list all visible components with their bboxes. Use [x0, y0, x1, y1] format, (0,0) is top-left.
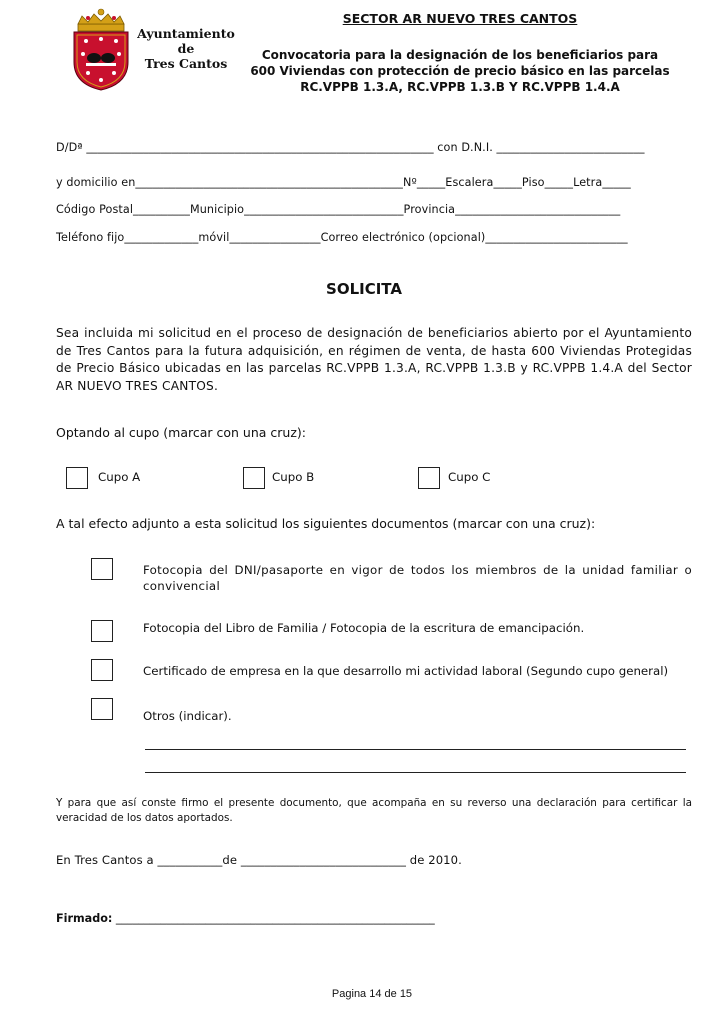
- date-line[interactable]: En Tres Cantos a ___________de ____________________________ de 2010.: [56, 853, 462, 867]
- solicita-paragraph: Sea incluida mi solicitud en el proceso de designación de beneficiarios abierto por el Ayuntamiento de Tres Cantos para la futura adquisición, en régimen de venta, de hasta 600 Viviendas Protegidas de Precio Básico ubicadas en las parcelas RC.VPPB 1.3.A, RC.VPPB 1.3.B y RC.VPPB 1.4.A del Sector AR NUEVO TRES CANTOS.: [56, 326, 692, 393]
- municipality-name: [136, 26, 236, 71]
- cupo-b-checkbox[interactable]: [243, 467, 265, 489]
- sector-title: SECTOR AR NUEVO TRES CANTOS: [342, 11, 578, 26]
- otros-fill-line[interactable]: [145, 749, 686, 750]
- document-libro-checkbox[interactable]: [91, 620, 113, 642]
- closing-statement: Y para que así conste firmo el presente documento, que acompaña en su reverso una declaración para certificar la veracidad de los datos aportados.: [56, 797, 692, 824]
- convocatoria-title: [240, 47, 680, 95]
- signature-line[interactable]: [56, 912, 435, 925]
- postal-code-line[interactable]: Código Postal__________Municipio____________________________Provincia_____________________________: [56, 203, 621, 216]
- municipality-line: de: [177, 41, 195, 56]
- document-otros-label: Otros (indicar).: [143, 709, 232, 723]
- title-line: Convocatoria para la designación de los beneficiarios para: [261, 48, 659, 62]
- cupo-a-label: Cupo A: [98, 470, 141, 484]
- solicita-heading: SOLICITA: [326, 280, 402, 298]
- municipality-line: Tres Cantos: [144, 56, 228, 71]
- municipality-line: Ayuntamiento: [137, 26, 235, 41]
- address-line[interactable]: y domicilio en_______________________________________________Nº_____Escalera_____Piso_____Letra_____: [56, 176, 631, 189]
- document-otros-checkbox[interactable]: [91, 698, 113, 720]
- document-certificado-checkbox[interactable]: [91, 659, 113, 681]
- cupo-prompt: Optando al cupo (marcar con una cruz):: [56, 425, 306, 440]
- documents-prompt: A tal efecto adjunto a esta solicitud los siguientes documentos (marcar con una cruz):: [56, 516, 596, 531]
- page-number: Pagina 14 de 15: [331, 988, 413, 1000]
- document-dni-checkbox[interactable]: [91, 558, 113, 580]
- cupo-c-label: Cupo C: [448, 470, 491, 484]
- signed-label: Firmado:: [56, 912, 113, 925]
- cupo-a-checkbox[interactable]: [66, 467, 88, 489]
- document-libro-label: Fotocopia del Libro de Familia / Fotocopia de la escritura de emancipación.: [143, 621, 585, 635]
- title-line: 600 Viviendas con protección de precio básico en las parcelas: [250, 64, 670, 78]
- signed-fill: _________________________________________________________: [112, 912, 435, 925]
- phone-email-line[interactable]: Teléfono fijo_____________móvil________________Correo electrónico (opcional)_________________________: [56, 231, 628, 244]
- document-certificado-label: Certificado de empresa en la que desarrollo mi actividad laboral (Segundo cupo general): [143, 664, 669, 678]
- applicant-name-line[interactable]: D/Dª _____________________________________________________________ con D.N.I. __________________________: [56, 141, 645, 154]
- cupo-c-checkbox[interactable]: [418, 467, 440, 489]
- title-line: RC.VPPB 1.3.A, RC.VPPB 1.3.B Y RC.VPPB 1.4.A: [300, 80, 620, 94]
- document-dni-label: Fotocopia del DNI/pasaporte en vigor de todos los miembros de la unidad familiar o convivencial: [143, 563, 692, 593]
- coat-of-arms-icon: [66, 8, 136, 92]
- otros-fill-line[interactable]: [145, 772, 686, 773]
- cupo-b-label: Cupo B: [272, 470, 315, 484]
